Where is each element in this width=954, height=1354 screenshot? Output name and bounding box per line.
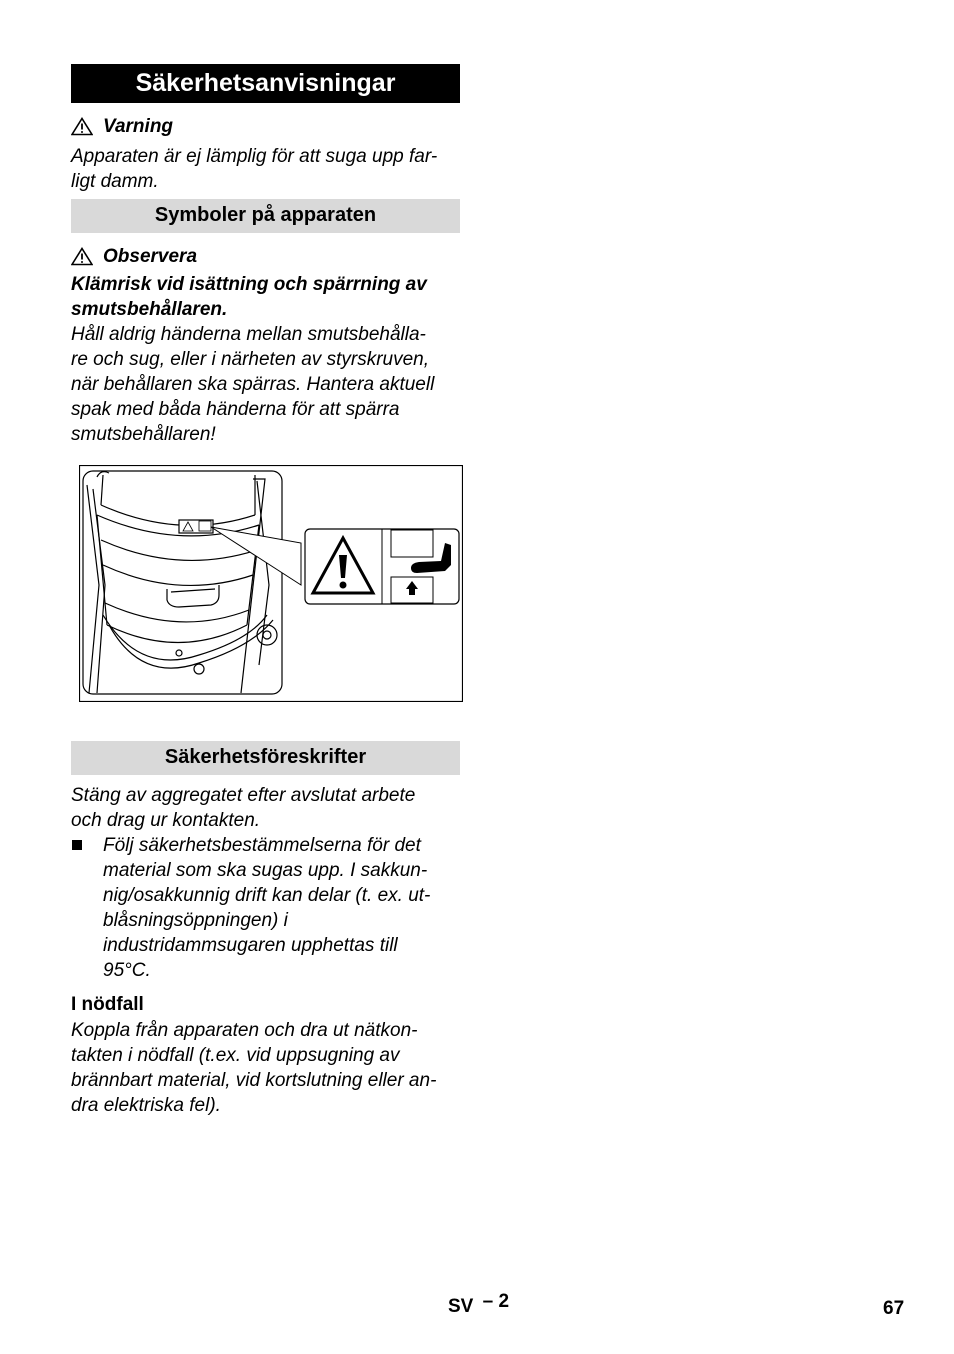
- footer-lang: SV: [448, 1296, 474, 1317]
- list-item: [71, 833, 463, 983]
- text-line: Klämrisk vid isättning och spärrning av: [71, 274, 427, 295]
- warning-text: [71, 144, 463, 194]
- text-line: Stäng av aggregatet efter avslutat arbete: [71, 785, 416, 806]
- page-title: Säkerhetsanvisningar: [71, 64, 460, 103]
- pinch-warning-bold: [71, 272, 463, 322]
- text-line: och drag ur kontakten.: [71, 810, 261, 831]
- safety-bullet-list: [71, 833, 463, 983]
- text-line: smutsbehållaren!: [71, 424, 216, 445]
- footer-section-page: – 2: [482, 1291, 510, 1312]
- warning-label: Varning: [103, 116, 174, 137]
- emergency-text: [71, 1018, 463, 1118]
- text-line: smutsbehållaren.: [71, 299, 228, 320]
- text-line: blåsningsöppningen) i: [103, 910, 288, 931]
- footer-section-marker: [448, 1291, 510, 1318]
- text-line: ligt damm.: [71, 171, 159, 192]
- text-line: Apparaten är ej lämplig för att suga upp far-: [71, 146, 438, 167]
- notice-heading: [71, 244, 197, 269]
- text-line: brännbart material, vid kortslutning eller an-: [71, 1070, 437, 1091]
- warning-label-detail: [305, 529, 459, 604]
- symbols-heading: Symboler på apparaten: [71, 199, 460, 233]
- notice-label: Observera: [103, 246, 198, 267]
- text-line: industridammsugaren upphettas till: [103, 935, 398, 956]
- text-line: Håll aldrig händerna mellan smutsbehålla-: [71, 324, 426, 345]
- text-line: material som ska sugas upp. I sakkun-: [103, 860, 428, 881]
- text-line: när behållaren ska spärras. Hantera aktuell: [71, 374, 435, 395]
- page-number: 67: [883, 1298, 905, 1319]
- text-line: 95°C.: [103, 960, 151, 981]
- text-line: Följ säkerhetsbestämmelserna för det: [103, 835, 421, 856]
- text-line: dra elektriska fel).: [71, 1095, 221, 1116]
- safety-intro: [71, 783, 463, 833]
- warning-heading: [71, 114, 173, 139]
- vacuum-figure: [79, 465, 463, 702]
- arrow-up-icon: [391, 577, 433, 603]
- text-line: nig/osakkunnig drift kan delar (t. ex. ut-: [103, 885, 431, 906]
- text-line: Koppla från apparaten och dra ut nätkon-: [71, 1020, 418, 1041]
- warning-triangle-icon: [71, 247, 93, 266]
- text-line: spak med båda händerna för att spärra: [71, 399, 400, 420]
- bullet-square-icon: [72, 840, 82, 850]
- warning-triangle-icon: [71, 117, 93, 136]
- emergency-heading: I nödfall: [71, 994, 144, 1015]
- text-line: takten i nödfall (t.ex. vid uppsugning av: [71, 1045, 400, 1066]
- pinch-warning-text: [71, 322, 463, 447]
- text-line: re och sug, eller i närheten av styrskruven,: [71, 349, 430, 370]
- safety-heading: Säkerhetsföreskrifter: [71, 741, 460, 775]
